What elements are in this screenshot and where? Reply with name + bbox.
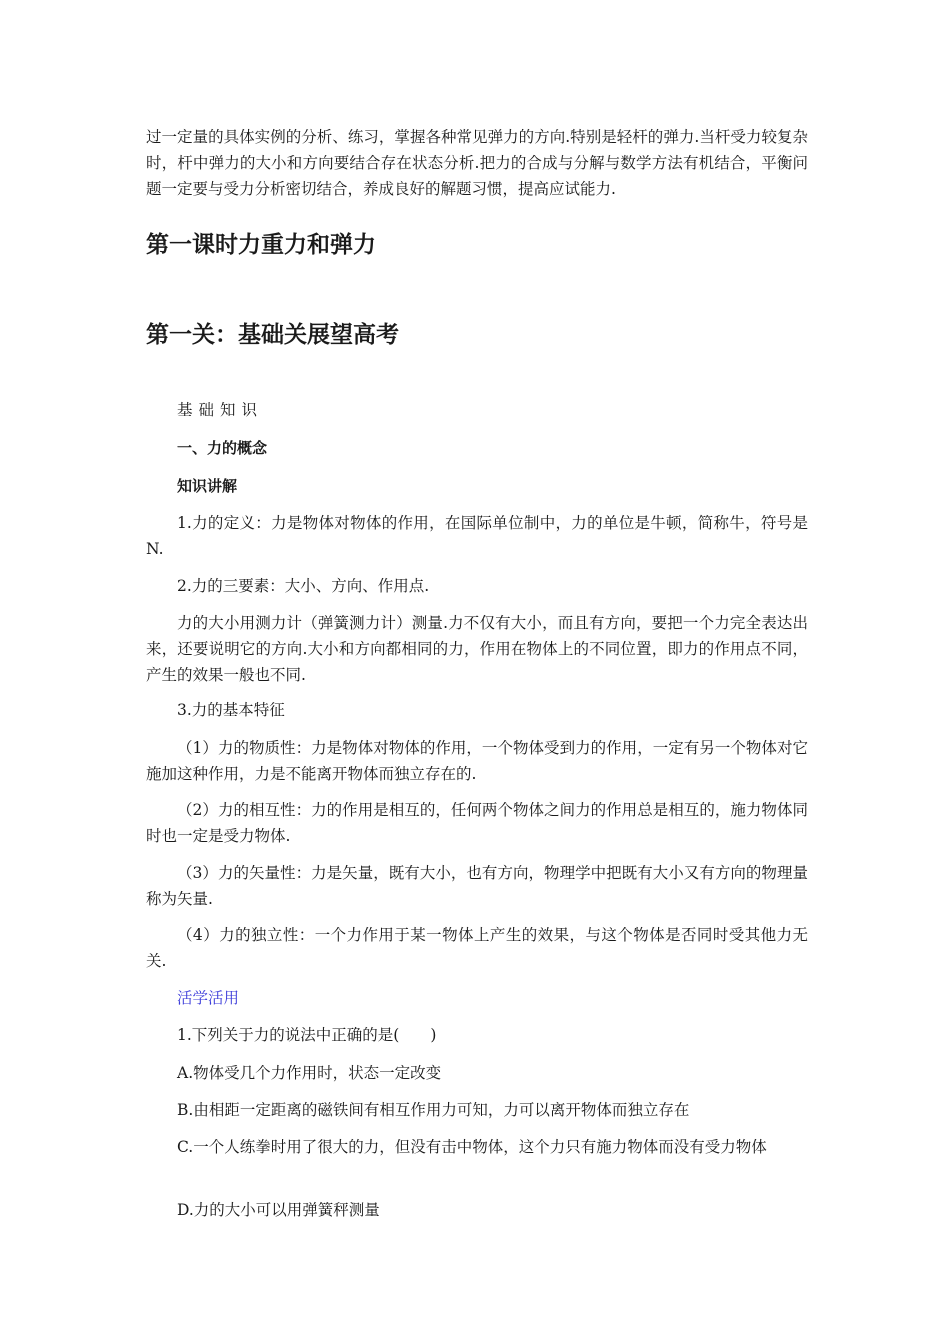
knowledge-explain-label: 知识讲解 [177,477,238,495]
question-stem: 1.下列关于力的说法中正确的是( ) [177,1026,437,1044]
feature-materiality: （1）力的物质性：力是物体对物体的作用，一个物体受到力的作用，一定有另一个物体对它施加这种作用，力是不能离开物体而独立存在的. [146,739,808,783]
section-heading-force-concept: 一、力的概念 [177,439,268,457]
option-b: B.由相距一定距离的磁铁间有相互作用力可知，力可以离开物体而独立存在 [177,1101,690,1119]
option-a: A.物体受几个力作用时，状态一定改变 [177,1064,442,1082]
level-title: 第一关：基础关展望高考 [146,322,399,348]
feature-mutuality: （2）力的相互性：力的作用是相互的，任何两个物体之间力的作用总是相互的，施力物体同时也一定是受力物体. [146,801,808,845]
practice-label: 活学活用 [177,989,240,1007]
option-c: C.一个人练拳时用了很大的力，但没有击中物体，这个力只有施力物体而没有受力物体 [177,1138,767,1156]
item-three-elements: 2.力的三要素：大小、方向、作用点. [177,577,430,595]
feature-vector: （3）力的矢量性：力是矢量，既有大小，也有方向，物理学中把既有大小又有方向的物理量称为矢量. [146,864,808,908]
item-basic-features: 3.力的基本特征 [177,701,285,719]
item-definition: 1.力的定义：力是物体对物体的作用，在国际单位制中，力的单位是牛顿，简称牛，符号是N. [146,514,808,558]
feature-independence: （4）力的独立性：一个力作用于某一物体上产生的效果，与这个物体是否同时受其他力无关. [146,926,808,970]
item-magnitude-note: 力的大小用测力计（弹簧测力计）测量.力不仅有大小，而且有方向，要把一个力完全表达出来，还要说明它的方向.大小和方向都相同的力，作用在物体上的不同位置，即力的作用点不同，产生的效果一般也不同. [146,614,808,684]
intro-paragraph: 过一定量的具体实例的分析、练习，掌握各种常见弹力的方向.特别是轻杆的弹力.当杆受力较复杂时，杆中弹力的大小和方向要结合存在状态分析.把力的合成与分解与数学方法有机结合，平衡问题一定要与受力分析密切结合，养成良好的解题习惯，提高应试能力. [146,128,808,198]
lesson-title: 第一课时力重力和弹力 [146,232,376,258]
basic-knowledge-label: 基础知识 [177,401,264,419]
option-d: D.力的大小可以用弹簧秤测量 [177,1201,380,1219]
